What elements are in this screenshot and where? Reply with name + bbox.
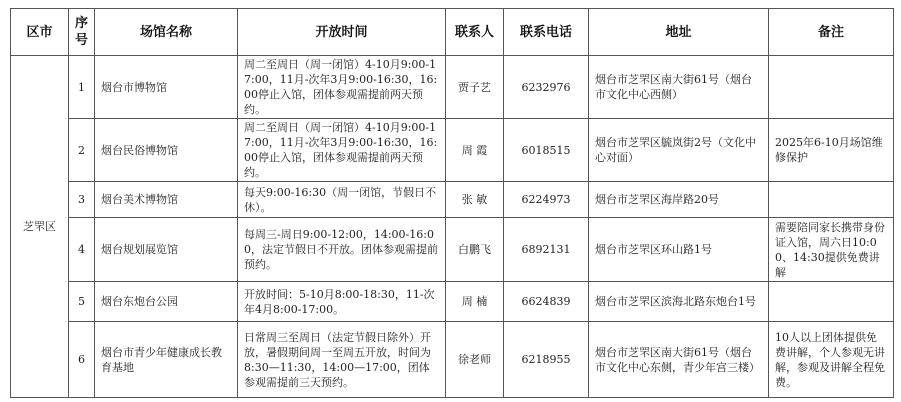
header-opening-hours: 开放时间 xyxy=(238,9,446,56)
row-number: 3 xyxy=(69,182,95,218)
venue-table xyxy=(10,8,894,398)
row-number: 6 xyxy=(69,322,95,398)
phone-number: 6892131 xyxy=(504,218,589,282)
venue-name: 烟台美术博物馆 xyxy=(95,182,238,218)
contact-person: 贾子艺 xyxy=(446,56,504,119)
phone-number: 6018515 xyxy=(504,119,589,182)
table-row xyxy=(11,322,894,398)
row-number: 1 xyxy=(69,56,95,119)
header-number: 序号 xyxy=(69,9,95,56)
header-venue-name: 场馆名称 xyxy=(95,9,238,56)
header-contact: 联系人 xyxy=(446,9,504,56)
opening-hours: 周二至周日（周一闭馆）4-10月9:00-17:00，11月-次年3月9:00-16:30，16:00停止入馆，团体参观需提前两天预约。 xyxy=(238,56,446,119)
contact-person: 张 敏 xyxy=(446,182,504,218)
address: 烟台市芝罘区南大街61号（烟台市文化中心西侧） xyxy=(589,56,769,119)
district-cell: 芝罘区 xyxy=(11,56,69,398)
venue-name: 烟台规划展览馆 xyxy=(95,218,238,282)
row-number: 5 xyxy=(69,282,95,322)
address: 烟台市芝罘区毓岚街2号（文化中心对面） xyxy=(589,119,769,182)
contact-person: 周 霞 xyxy=(446,119,504,182)
contact-person: 周 楠 xyxy=(446,282,504,322)
venue-name: 烟台市博物馆 xyxy=(95,56,238,119)
table-row xyxy=(11,218,894,282)
phone-number: 6218955 xyxy=(504,322,589,398)
opening-hours: 开放时间：5-10月8:00-18:30，11-次年4月8:00-17:00。 xyxy=(238,282,446,322)
header-district: 区市 xyxy=(11,9,69,56)
opening-hours: 日常周三至周日（法定节假日除外）开放，暑假期间周一至周五开放，时间为8:30—11:30，14:00—17:00，团体参观需提前三天预约。 xyxy=(238,322,446,398)
row-number: 4 xyxy=(69,218,95,282)
header-phone: 联系电话 xyxy=(504,9,589,56)
note: 2025年6-10月场馆维修保护 xyxy=(769,119,894,182)
contact-person: 白鹏飞 xyxy=(446,218,504,282)
header-note: 备注 xyxy=(769,9,894,56)
note xyxy=(769,182,894,218)
address: 烟台市芝罘区滨海北路东炮台1号 xyxy=(589,282,769,322)
table-row xyxy=(11,56,894,119)
note xyxy=(769,56,894,119)
venue-table-container xyxy=(10,8,893,396)
table-row xyxy=(11,182,894,218)
note: 10人以上团体提供免费讲解，个人参观无讲解，参观及讲解全程免费。 xyxy=(769,322,894,398)
address: 烟台市芝罘区环山路1号 xyxy=(589,218,769,282)
opening-hours: 周二至周日（周一闭馆）4-10月9:00-17:00，11月-次年3月9:00-16:30，16:00停止入馆，团体参观需提前两天预约。 xyxy=(238,119,446,182)
note: 需要陪同家长携带身份证入馆，周六日10:00、14:30提供免费讲解 xyxy=(769,218,894,282)
table-row xyxy=(11,282,894,322)
contact-person: 徐老师 xyxy=(446,322,504,398)
opening-hours: 每天9:00-16:30（周一闭馆，节假日不休）。 xyxy=(238,182,446,218)
address: 烟台市芝罘区南大街61号（烟台市文化中心东侧，青少年宫三楼） xyxy=(589,322,769,398)
header-row xyxy=(11,9,894,56)
venue-name: 烟台东炮台公园 xyxy=(95,282,238,322)
opening-hours: 每周三-周日9:00-12:00，14:00-16:00，法定节假日不开放。团体参观需提前预约。 xyxy=(238,218,446,282)
table-row xyxy=(11,119,894,182)
venue-name: 烟台市青少年健康成长教育基地 xyxy=(95,322,238,398)
phone-number: 6624839 xyxy=(504,282,589,322)
row-number: 2 xyxy=(69,119,95,182)
header-address: 地址 xyxy=(589,9,769,56)
phone-number: 6224973 xyxy=(504,182,589,218)
venue-name: 烟台民俗博物馆 xyxy=(95,119,238,182)
address: 烟台市芝罘区海岸路20号 xyxy=(589,182,769,218)
phone-number: 6232976 xyxy=(504,56,589,119)
note xyxy=(769,282,894,322)
